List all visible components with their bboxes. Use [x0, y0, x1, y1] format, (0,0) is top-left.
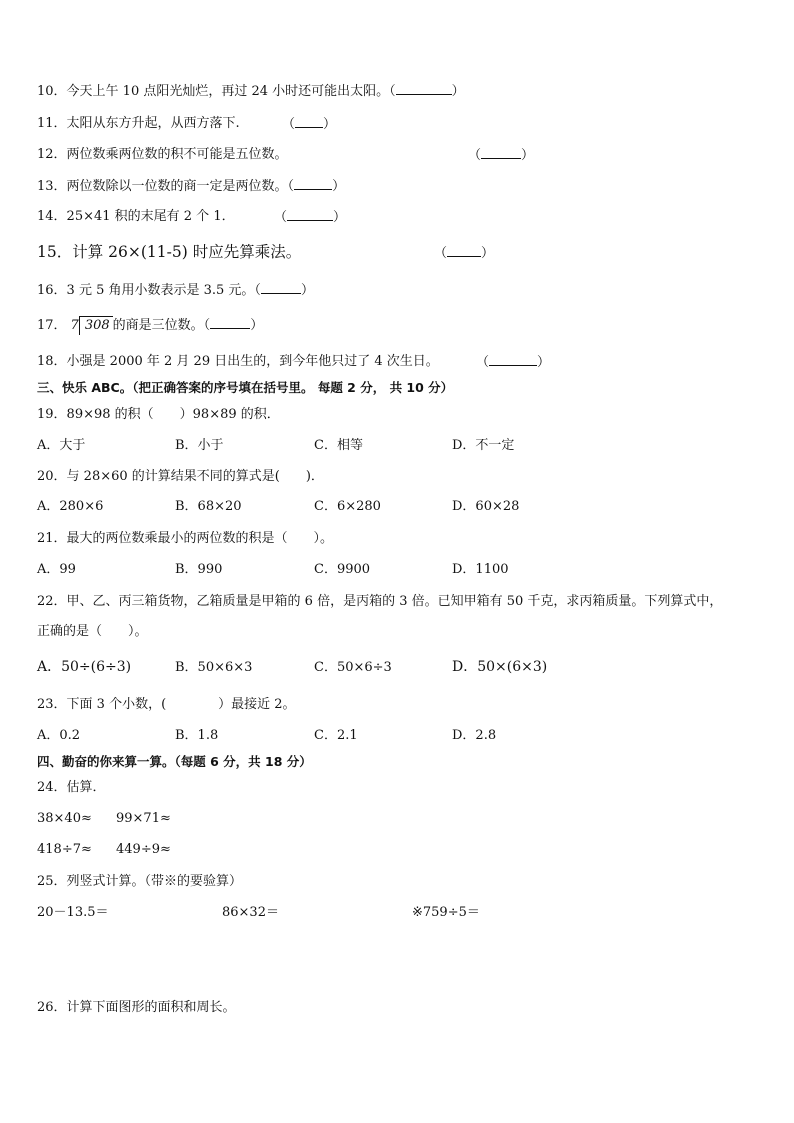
option-a[interactable]: A．50÷(6÷3) — [37, 659, 132, 675]
section-4-heading: 四、勤奋的你来算一算。（每题 6 分，共 18 分） — [37, 754, 312, 769]
answer-blank[interactable] — [481, 146, 521, 159]
estimate-item: 99×71≈ — [116, 811, 171, 826]
question-11-answer: （ ） — [282, 117, 337, 132]
question-13-text: 13．两位数除以一位数的商一定是两位数。 — [37, 179, 288, 194]
answer-blank[interactable] — [294, 177, 332, 190]
question-24: 24．估算． — [37, 780, 106, 795]
answer-blank[interactable] — [447, 244, 481, 257]
question-12-answer: （ ） — [468, 148, 535, 163]
option-c[interactable]: C．相等 — [314, 438, 363, 453]
calc-item: 86×32＝ — [222, 905, 279, 920]
estimate-item: 38×40≈ — [37, 811, 92, 826]
option-d[interactable]: D．50×(6×3) — [452, 659, 548, 675]
long-division-symbol: 7 308 — [67, 316, 113, 335]
question-18-answer: （ ） — [476, 355, 551, 370]
question-15-answer: （ ） — [434, 246, 495, 261]
section-3-heading: 三、快乐 ABC。（把正确答案的序号填在括号里。 每题 2 分， 共 10 分） — [37, 380, 454, 395]
answer-blank[interactable] — [295, 115, 323, 128]
question-19: 19．89×98 的积（ ）98×89 的积． — [37, 407, 280, 422]
option-b[interactable]: B．50×6×3 — [175, 660, 253, 675]
dividend: 308 — [79, 316, 113, 335]
option-c[interactable]: C．9900 — [314, 562, 371, 577]
option-b[interactable]: B．68×20 — [175, 499, 242, 514]
option-c[interactable]: C．6×280 — [314, 499, 381, 514]
question-14-text: 14．25×41 积的末尾有 2 个 1． — [37, 209, 235, 224]
option-d[interactable]: D．60×28 — [452, 499, 520, 514]
calc-item: ※759÷5＝ — [412, 905, 480, 920]
question-14 — [37, 208, 235, 226]
question-18 — [37, 353, 439, 371]
question-12 — [37, 146, 288, 164]
option-c[interactable]: C．2.1 — [314, 728, 358, 743]
question-15 — [37, 243, 301, 261]
answer-blank[interactable] — [261, 281, 301, 294]
question-25: 25．列竖式计算。（带※的要验算） — [37, 874, 243, 889]
option-a[interactable]: A．99 — [37, 562, 76, 577]
question-11 — [37, 115, 240, 133]
option-a[interactable]: A．0.2 — [37, 728, 81, 743]
estimate-item: 418÷7≈ — [37, 842, 92, 857]
question-17: 17． 7 308 的商是三位数。（ ） — [37, 318, 264, 333]
question-15-text: 15．计算 26×(11-5) 时应先算乘法。 — [37, 243, 302, 261]
question-18-text: 18．小强是 2000 年 2 月 29 日出生的，到今年他只过了 4 次生日。 — [37, 354, 439, 369]
question-13: 13．两位数除以一位数的商一定是两位数。（ ） — [37, 179, 346, 194]
option-a[interactable]: A．280×6 — [37, 499, 104, 514]
question-10: 10．今天上午 10 点阳光灿烂，再过 24 小时还可能出太阳。（ ） — [37, 84, 465, 99]
question-11-text: 11．太阳从东方升起，从西方落下. — [37, 116, 240, 131]
option-d[interactable]: D．不一定 — [452, 438, 515, 453]
option-c[interactable]: C．50×6÷3 — [314, 660, 392, 675]
answer-blank[interactable] — [489, 353, 537, 366]
answer-blank[interactable] — [396, 82, 452, 95]
question-20: 20．与 28×60 的计算结果不同的算式是( )． — [37, 469, 324, 484]
question-26: 26．计算下面图形的面积和周长。 — [37, 1000, 236, 1015]
question-14-answer: （ ） — [274, 210, 347, 225]
calc-item: 20－13.5＝ — [37, 905, 109, 920]
question-21: 21．最大的两位数乘最小的两位数的积是（ ）。 — [37, 531, 334, 546]
option-b[interactable]: B．1.8 — [175, 728, 219, 743]
question-22-line-2: 正确的是（ ）。 — [37, 624, 148, 639]
answer-blank[interactable] — [287, 208, 333, 221]
question-10-text: 10．今天上午 10 点阳光灿烂，再过 24 小时还可能出太阳。 — [37, 84, 390, 99]
answer-blank[interactable] — [210, 316, 250, 329]
question-16: 16．3 元 5 角用小数表示是 3.5 元。（ ） — [37, 283, 314, 298]
option-a[interactable]: A．大于 — [37, 438, 86, 453]
option-d[interactable]: D．2.8 — [452, 728, 497, 743]
question-22-line-1: 22．甲、乙、丙三箱货物，乙箱质量是甲箱的 6 倍，是丙箱的 3 倍。已知甲箱有 50 千克，求丙箱质量。下列算式中， — [37, 594, 723, 609]
option-d[interactable]: D．1100 — [452, 562, 509, 577]
question-12-text: 12．两位数乘两位数的积不可能是五位数。 — [37, 147, 288, 162]
question-23: 23．下面 3 个小数，( ）最接近 2。 — [37, 697, 296, 712]
estimate-item: 449÷9≈ — [116, 842, 171, 857]
option-b[interactable]: B．990 — [175, 562, 223, 577]
option-b[interactable]: B．小于 — [175, 438, 224, 453]
question-16-text: 16．3 元 5 角用小数表示是 3.5 元。 — [37, 283, 255, 298]
